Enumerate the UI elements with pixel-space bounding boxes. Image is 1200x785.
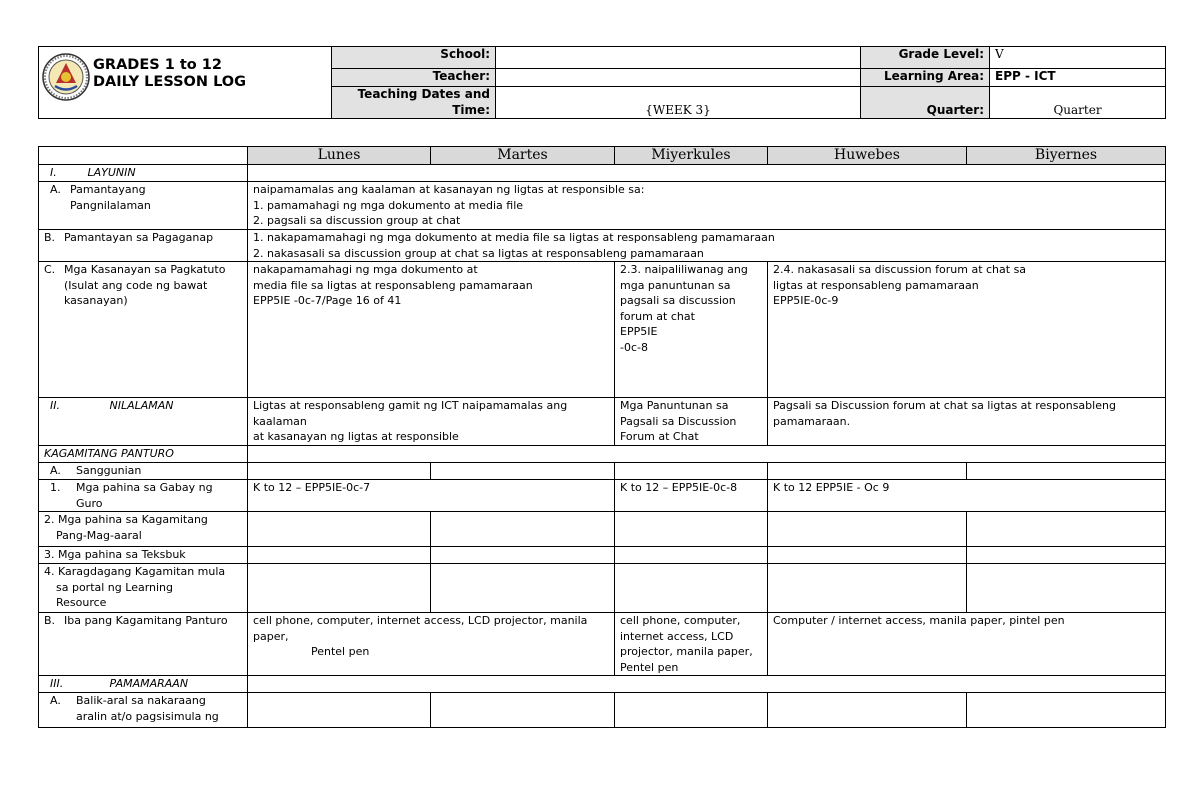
iba-pang-c2-line2: internet access, LCD: [620, 629, 734, 643]
kasanayan-huwebes-biyernes[interactable]: [768, 262, 1166, 398]
kasanayan-c1-line1: nakapamamahagi ng mga dokumento at: [253, 263, 478, 276]
teaching-dates-label-line2: Time:: [452, 102, 490, 117]
layunin-num: I.: [50, 166, 57, 179]
row-kagamitang-mag-aaral: [39, 512, 1166, 547]
kasanayan-c3-line1: 2.4. nakasasali sa discussion forum at chat sa: [773, 263, 1027, 276]
balik-aral-label-line2: aralin at/o pagsisimula ng: [76, 709, 219, 723]
gabay-miyerkules[interactable]: K to 12 – EPP5IE-0c-8: [615, 480, 768, 512]
day-biyernes: Biyernes: [967, 147, 1166, 165]
row-balik-aral: [39, 693, 1166, 728]
kagamitang-mag-label: [39, 512, 248, 547]
pamamaraan-label: [39, 676, 248, 693]
teksbuk-huwebes[interactable]: [768, 547, 967, 564]
kasanayan-c3-line2: ligtas at responsableng pamamaraan: [773, 278, 979, 292]
iba-pang-huwebes-biyernes[interactable]: Computer / internet access, manila paper, pintel pen: [768, 613, 1166, 676]
karagdagang-label-line1: 4. Karagdagang Kagamitan mula: [44, 565, 226, 578]
karagdagang-label-line2: sa portal ng Learning: [56, 580, 174, 594]
pamantayang-label: [39, 182, 248, 230]
karagdagang-huwebes[interactable]: [768, 564, 967, 613]
pagaganap-label: [39, 230, 248, 262]
kasanayan-c2-line1: 2.3. naipaliliwanag ang: [620, 263, 748, 276]
sanggunian-martes[interactable]: [431, 463, 615, 480]
karagdagang-biyernes[interactable]: [967, 564, 1166, 613]
teacher-label: Teacher:: [332, 69, 496, 87]
row-karagdagang: [39, 564, 1166, 613]
teksbuk-lunes[interactable]: [248, 547, 431, 564]
kagamitang-mag-huwebes[interactable]: [768, 512, 967, 547]
kasanayan-lunes-martes[interactable]: [248, 262, 615, 398]
iba-pang-c2-line1: cell phone, computer,: [620, 614, 741, 627]
gabay-lunes-martes[interactable]: K to 12 – EPP5IE-0c-7: [248, 480, 615, 512]
nilalaman-c3-line1: Pagsali sa Discussion forum at chat sa ligtas at responsableng: [773, 399, 1116, 412]
sanggunian-biyernes[interactable]: [967, 463, 1166, 480]
kagamitang-mag-miyerkules[interactable]: [615, 512, 768, 547]
deped-seal-icon: [42, 53, 90, 101]
gabay-label-line2: Guro: [76, 496, 103, 510]
kasanayan-c2-line2: mga panuntunan sa: [620, 278, 731, 292]
kasanayan-c2-line3: pagsali sa discussion: [620, 294, 736, 307]
pamantayang-line3: 2. pagsali sa discussion group at chat: [253, 214, 461, 227]
learning-area-label: Learning Area:: [861, 69, 990, 87]
kasanayan-num: C.: [44, 263, 56, 276]
day-lunes: Lunes: [248, 147, 431, 165]
row-gabay: [39, 480, 1166, 512]
pamantayang-label-line1: Pamantayang: [70, 183, 146, 196]
balik-aral-huwebes[interactable]: [768, 693, 967, 728]
school-label: School:: [332, 47, 496, 69]
nilalaman-c2-line2: Pagsali sa Discussion: [620, 414, 737, 428]
pagaganap-line2: 2. nakasasali sa discussion group at chat sa ligtas at responsableng pamamaraan: [253, 246, 704, 260]
nilalaman-huwebes-biyernes[interactable]: [768, 398, 1166, 446]
sanggunian-label: [39, 463, 248, 480]
kasanayan-c3-line3: EPP5IE-0c-9: [773, 294, 839, 307]
row-pamamaraan: [39, 676, 1166, 693]
day-header-row: [39, 147, 1166, 165]
school-field[interactable]: [496, 47, 861, 69]
sanggunian-num: A.: [50, 464, 61, 477]
iba-pang-c1-line1: cell phone, computer, internet access, LCD projector, manila paper,: [253, 614, 588, 643]
balik-aral-label: [39, 693, 248, 728]
kagamitang-mag-biyernes[interactable]: [967, 512, 1166, 547]
pamantayang-line2: 1. pamamahagi ng mga dokumento at media file: [253, 198, 524, 212]
pagaganap-line1: 1. nakapamamahagi ng mga dokumento at media file sa ligtas at responsableng pamamaraan: [253, 231, 775, 244]
karagdagang-martes[interactable]: [431, 564, 615, 613]
quarter-value: Quarter: [1053, 102, 1102, 117]
kasanayan-c1-line2: media file sa ligtas at responsableng pamamaraan: [253, 278, 533, 292]
kasanayan-label-line3: kasanayan): [64, 294, 128, 307]
nilalaman-c1-line2: at kasanayan ng ligtas at responsible: [253, 430, 459, 443]
row-iba-pang: [39, 613, 1166, 676]
week-value: {WEEK 3}: [645, 102, 711, 117]
lesson-log-table: [38, 146, 1166, 728]
sanggunian-text: Sanggunian: [76, 464, 142, 477]
iba-pang-miyerkules[interactable]: [615, 613, 768, 676]
balik-aral-miyerkules[interactable]: [615, 693, 768, 728]
kasanayan-c2-line4: forum at chat: [620, 309, 695, 323]
pamamaraan-content[interactable]: [248, 676, 1166, 693]
gabay-num: 1.: [50, 481, 61, 494]
day-miyerkules: Miyerkules: [615, 147, 768, 165]
pamantayang-num: A.: [50, 183, 61, 196]
pagaganap-text: Pamantayan sa Pagaganap: [64, 231, 214, 244]
kasanayan-c2-line6: -0c-8: [620, 340, 648, 354]
iba-pang-lunes-martes[interactable]: [248, 613, 615, 676]
kagamitang-content[interactable]: [248, 446, 1166, 463]
kasanayan-label: [39, 262, 248, 398]
kasanayan-c2-line5: EPP5IE: [620, 325, 658, 338]
sanggunian-huwebes[interactable]: [768, 463, 967, 480]
quarter-field[interactable]: [990, 87, 1166, 119]
pamantayang-label-line2: Pangnilalaman: [70, 198, 151, 212]
teaching-dates-label-line1: Teaching Dates and: [357, 87, 490, 101]
nilalaman-label: [39, 398, 248, 446]
pamantayang-content[interactable]: [248, 182, 1166, 230]
sanggunian-miyerkules[interactable]: [615, 463, 768, 480]
pagaganap-num: B.: [44, 231, 56, 244]
grade-level-label: Grade Level:: [861, 47, 990, 69]
iba-pang-text: Iba pang Kagamitang Panturo: [64, 614, 228, 627]
learning-area-field[interactable]: EPP - ICT: [990, 69, 1166, 87]
balik-aral-biyernes[interactable]: [967, 693, 1166, 728]
balik-aral-martes[interactable]: [431, 693, 615, 728]
teacher-field[interactable]: [496, 69, 861, 87]
teksbuk-miyerkules[interactable]: [615, 547, 768, 564]
karagdagang-label: [39, 564, 248, 613]
kagamitang-label: KAGAMITANG PANTURO: [39, 446, 248, 463]
kasanayan-label-line2: (Isulat ang code ng bawat: [64, 278, 208, 292]
iba-pang-num: B.: [44, 614, 56, 627]
nilalaman-c2-line3: Forum at Chat: [620, 430, 699, 443]
pagaganap-content[interactable]: [248, 230, 1166, 262]
teaching-dates-field[interactable]: [496, 87, 861, 119]
row-pamantayang: [39, 182, 1166, 230]
pamamaraan-text: PAMAMARAAN: [109, 677, 189, 690]
kagamitang-mag-martes[interactable]: [431, 512, 615, 547]
row-sanggunian: [39, 463, 1166, 480]
row-nilalaman: [39, 398, 1166, 446]
row-kagamitang: [39, 446, 1166, 463]
layunin-text: LAYUNIN: [87, 166, 136, 179]
day-martes: Martes: [431, 147, 615, 165]
layunin-content[interactable]: [248, 165, 1166, 182]
quarter-label: [861, 87, 990, 119]
header-table: [38, 46, 1166, 119]
gabay-label: [39, 480, 248, 512]
iba-pang-label: [39, 613, 248, 676]
grade-level-field[interactable]: V: [990, 47, 1166, 69]
title-line-1: GRADES 1 to 12: [93, 57, 222, 73]
teaching-dates-label: [332, 87, 496, 119]
layunin-label: [39, 165, 248, 182]
nilalaman-c1-line1: Ligtas at responsableng gamit ng ICT naipamamalas ang kaalaman: [253, 399, 568, 428]
gabay-label-line1: Mga pahina sa Gabay ng: [76, 481, 213, 494]
teksbuk-martes[interactable]: [431, 547, 615, 564]
gabay-huwebes-biyernes[interactable]: K to 12 EPP5IE - Oc 9: [768, 480, 1166, 512]
iba-pang-c2-line4: Pentel pen: [620, 660, 679, 674]
logo-title-cell: [39, 47, 332, 119]
karagdagang-lunes[interactable]: [248, 564, 431, 613]
row-teksbuk: [39, 547, 1166, 564]
iba-pang-c2-line3: projector, manila paper,: [620, 645, 753, 658]
nilalaman-lunes-martes[interactable]: [248, 398, 615, 446]
row-pagaganap: [39, 230, 1166, 262]
day-huwebes: Huwebes: [768, 147, 967, 165]
blank-header-cell: [39, 147, 248, 165]
kagamitang-mag-label-line1: 2. Mga pahina sa Kagamitang: [44, 513, 208, 526]
iba-pang-c1-line2: Pentel pen: [311, 645, 370, 658]
row-layunin: [39, 165, 1166, 182]
kagamitang-mag-label-line2: Pang-Mag-aaral: [56, 528, 142, 542]
balik-aral-lunes[interactable]: [248, 693, 431, 728]
pamantayang-line1: naipamamalas ang kaalaman at kasanayan ng ligtas at responsible sa:: [253, 183, 645, 196]
karagdagang-label-line3: Resource: [56, 596, 107, 609]
sanggunian-lunes[interactable]: [248, 463, 431, 480]
nilalaman-c3-line2: pamamaraan.: [773, 414, 851, 428]
kasanayan-c1-line3: EPP5IE -0c-7/Page 16 of 41: [253, 294, 402, 307]
nilalaman-text: NILALAMAN: [109, 399, 174, 412]
pamamaraan-num: III.: [50, 677, 64, 690]
document-title: [93, 57, 246, 91]
kasanayan-label-line1: Mga Kasanayan sa Pagkatuto: [64, 263, 226, 276]
karagdagang-miyerkules[interactable]: [615, 564, 768, 613]
nilalaman-c2-line1: Mga Panuntunan sa: [620, 399, 729, 412]
balik-aral-label-line1: Balik-aral sa nakaraang: [76, 694, 206, 707]
nilalaman-num: II.: [50, 399, 60, 412]
kasanayan-miyerkules[interactable]: [615, 262, 768, 398]
title-line-2: DAILY LESSON LOG: [93, 74, 247, 90]
teksbuk-label: 3. Mga pahina sa Teksbuk: [39, 547, 248, 564]
balik-aral-num: A.: [50, 694, 61, 707]
row-kasanayan: [39, 262, 1166, 398]
kagamitang-mag-lunes[interactable]: [248, 512, 431, 547]
nilalaman-miyerkules[interactable]: [615, 398, 768, 446]
quarter-label-text: Quarter:: [926, 102, 984, 117]
teksbuk-biyernes[interactable]: [967, 547, 1166, 564]
